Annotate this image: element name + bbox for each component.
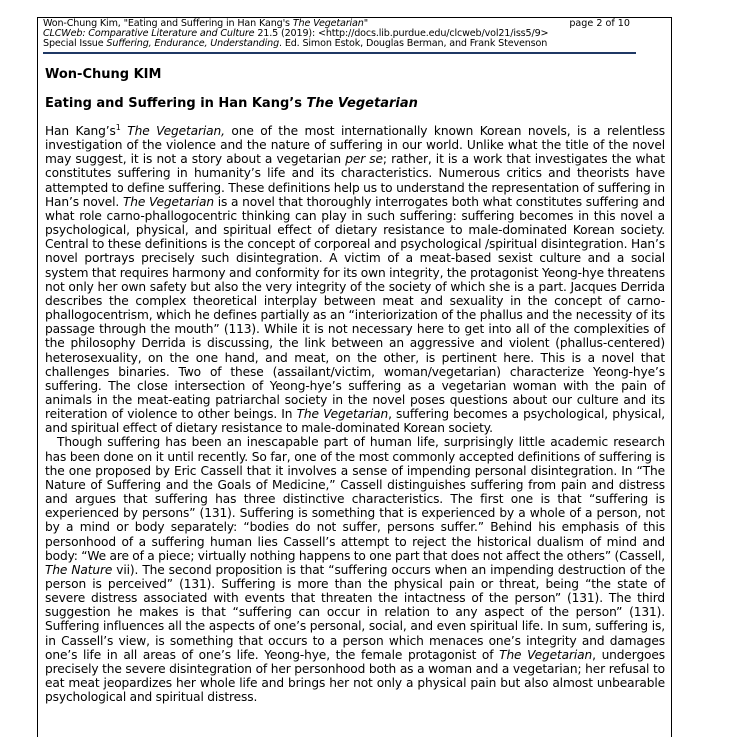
running-header-journal: CLCWeb: Comparative Literature and Culture 21.5 (2019): <http://docs.lib.purdue.edu/clcweb/vol21/iss5/9>: [43, 28, 549, 39]
running-header-special-issue: Special Issue Suffering, Endurance, Understanding. Ed. Simon Estok, Douglas Berman, and Frank Stevenson: [43, 38, 548, 49]
footnote-marker: 1: [115, 123, 121, 132]
italic-text: per se: [345, 152, 383, 167]
text-run: one of the most internationally known Korean novels, is a relentless investigation of the violence and the nature of suffering in our world. Unlike what the title of the novel may suggest, it is not a story about a vegetarian: [45, 124, 665, 167]
italic-text: The Vegetarian: [122, 194, 214, 209]
header-divider: [43, 52, 636, 54]
paragraph: [45, 435, 665, 704]
text-run: is a novel that thoroughly interrogates both what constitutes suffering and what role carno-phallogocentric thinking can play in such suffering: suffering becomes in this novel a psychological, physical, and spiritual effect of dietary resistance to male-dominated Korean society. Central to these definitions is the concept of corporeal and psychological /spiritual disintegration. Han’s novel portrays precisely such disintegration. A victim of a meat-based sexist culture and a social system that requires harmony and conformity for its own integrity, the protagonist Yeong-hye threatens not only her own safety but also the very integrity of the society of which she is a part. Jacques Derrida describes the complex theoretical interplay between meat and sexuality in the concept of carno-phallogocentrism, which he defines partially as an “interiorization of the phallus and the necessity of its passage through the mouth” (113). While it is not necessary here to get into all of the complexities of the philosophy Derrida is discussing, the link between an aggressive and violent (phallus-centered) heterosexuality, on the one hand, and meat, on the other, is pertinent here. This is a novel that challenges binaries. Two of these (assailant/victim, woman/vegetarian) characterize Yeong-hye’s suffering. The close intersection of Yeong-hye’s suffering as a vegetarian woman with the pain of animals in the meat-eating patriarchal society in the novel poses questions about our culture and its reiteration of violence to other beings. In: [45, 194, 665, 422]
article-title: Eating and Suffering in Han Kang’s The Vegetarian: [45, 96, 418, 111]
author-name: Won-Chung KIM: [45, 67, 162, 82]
running-header-citation: Won-Chung Kim, "Eating and Suffering in Han Kang's The Vegetarian": [43, 18, 368, 29]
document-page: [37, 17, 672, 737]
text-run: , suffering becomes a psychological, physical, and spiritual effect of dietary resistance to male-dominated Korean society.: [45, 407, 665, 436]
text-run: Han Kang’s: [45, 124, 116, 138]
italic-text: The Vegetarian,: [127, 124, 225, 138]
text-run: ; rather, it is a work that investigates the what constitutes suffering in humanity’s life and its characteristics. Numerous critics and theorists have attempted to define suffering. These definitions help us to understand the representation of suffering in Han’s novel.: [45, 152, 665, 209]
text-run: Though suffering has been an inescapable part of human life, surprisingly little academic research has been done on it until recently. So far, one of the most commonly accepted definitions of suffering is the one proposed by Eric Cassell that it involves a sense of impending personal disintegration. In “The Nature of Suffering and the Goals of Medicine,” Cassell distinguishes suffering from pain and distress and argues that suffering has three distinctive characteristics. The first one is that “suffering is experienced by persons” (131). Suffering is something that is experienced by a whole of a person, not by a mind or body separately: “bodies do not suffer, persons suffer.” Behind his emphasis of this personhood of a suffering human lies Cassell’s attempt to reject the historical dualism of mind and body: “We are of a piece; virtually nothing happens to one part that does not affect the others” (Cassell,: [45, 435, 665, 563]
text-run: vii). The second proposition is that “suffering occurs when an impending destruction of the person is perceived” (131). Suffering is more than the physical pain or threat, being “the state of severe distress associated with events that threaten the intactness of the person” (131). The third suggestion he makes is that “suffering can occur in relation to any aspect of the person” (131). Suffering influences all the aspects of one’s personal, social, and even spiritual life. In sum, suffering is, in Cassell’s view, is something that occurs to a person which menaces one’s integrity and damages one’s life in all areas of one’s life. Yeong-hye, the female protagonist of: [45, 562, 665, 662]
article-body: [45, 124, 665, 704]
italic-text: The Nature: [45, 562, 113, 577]
running-header: [43, 19, 635, 49]
italic-text: The Vegetarian: [499, 647, 593, 662]
page-number: page 2 of 10: [569, 18, 630, 29]
paragraph: [45, 124, 665, 435]
text-run: , undergoes precisely the severe disintegration of her personhood both as a woman and a vegetarian; her refusal to eat meat jeopardizes her whole life and brings her not only a physical pain but also almost unbearable psychological and spiritual distress.: [45, 647, 666, 705]
italic-text: The Vegetarian: [296, 407, 389, 422]
